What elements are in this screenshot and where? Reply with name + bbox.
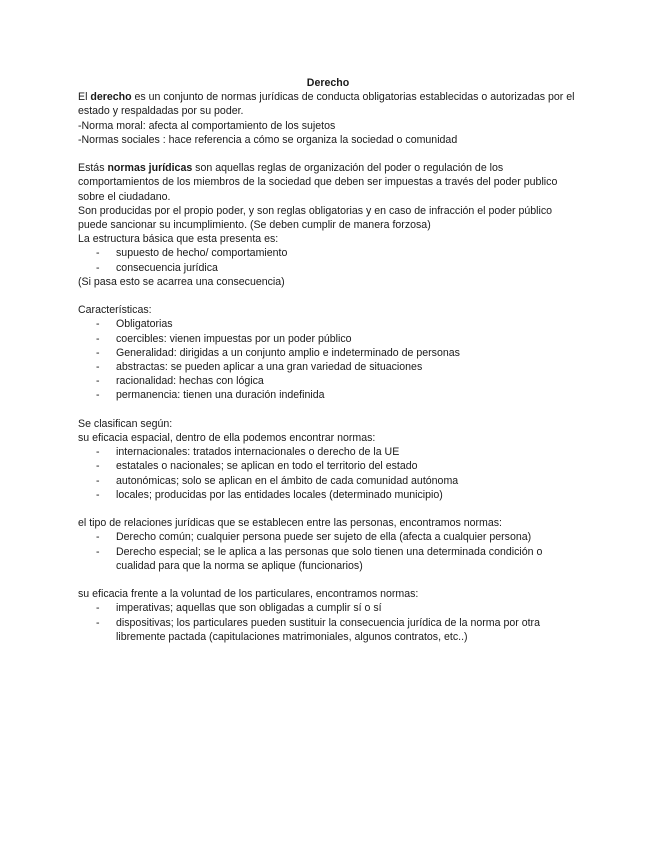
voluntad-list bbox=[78, 601, 578, 644]
produced-paragraph: Son producidas por el propio poder, y son reglas obligatorias y en caso de infracción el poder público puede sancionar su incumplimiento. (Se deben cumplir de manera forzosa) bbox=[78, 204, 553, 231]
normas-pre: Estás bbox=[78, 162, 108, 175]
spacer bbox=[78, 147, 578, 161]
intro-bold-term: derecho bbox=[90, 91, 132, 104]
espacial-list bbox=[78, 445, 578, 502]
spacer bbox=[78, 502, 578, 516]
list-item: - internacionales: tratados internacionales o derecho de la UE bbox=[96, 446, 400, 459]
relaciones-list bbox=[78, 530, 578, 573]
clasifican-heading: Se clasifican según: bbox=[78, 417, 173, 430]
normas-bold-term: normas jurídicas bbox=[107, 162, 193, 175]
list-item: - permanencia: tienen una duración indefinida bbox=[96, 389, 325, 402]
page-title: Derecho bbox=[306, 77, 350, 89]
spacer bbox=[78, 289, 578, 303]
list-item: - Derecho especial; se le aplica a las personas que solo tienen una determinada condición o cualidad para que la norma se aplique (funcionarios) bbox=[96, 545, 543, 572]
spacer bbox=[78, 403, 578, 417]
list-item: - locales; producidas por las entidades locales (determinado municipio) bbox=[96, 488, 443, 501]
list-item: - coercibles: vienen impuestas por un poder público bbox=[96, 332, 352, 345]
list-item: - consecuencia jurídica bbox=[96, 261, 218, 274]
normas-post: son aquellas reglas de organización del poder o regulación de los comportamientos de los miembros de la sociedad que deben ser impuestas a través del poder publico sobre el ciudadano. bbox=[78, 162, 558, 203]
normas-sociales-line: -Normas sociales : hace referencia a cómo se organiza la sociedad o comunidad bbox=[78, 133, 458, 146]
spacer bbox=[78, 573, 578, 587]
voluntad-intro: su eficacia frente a la voluntad de los particulares, encontramos normas: bbox=[78, 588, 419, 601]
list-item: - Obligatorias bbox=[96, 318, 173, 331]
list-item: - Generalidad: dirigidas a un conjunto amplio e indeterminado de personas bbox=[96, 346, 460, 359]
caracteristicas-heading: Características: bbox=[78, 304, 152, 317]
intro-paragraph bbox=[78, 90, 578, 118]
list-item: - autonómicas; solo se aplican en el ámbito de cada comunidad autónoma bbox=[96, 474, 459, 487]
norma-moral-line: -Norma moral: afecta al comportamiento de los sujetos bbox=[78, 119, 336, 132]
structure-list bbox=[78, 246, 578, 274]
list-item: - dispositivas; los particulares pueden sustituir la consecuencia jurídica de la norma por otra libremente pactada (capitulaciones matrimoniales, algunos contratos, etc..) bbox=[96, 616, 540, 643]
structure-note: (Si pasa esto se acarrea una consecuencia) bbox=[78, 275, 285, 288]
list-item: - imperativas; aquellas que son obligadas a cumplir sí o sí bbox=[96, 602, 382, 615]
structure-line: La estructura básica que esta presenta es: bbox=[78, 233, 279, 246]
list-item: - supuesto de hecho/ comportamiento bbox=[96, 247, 288, 260]
intro-post: es un conjunto de normas jurídicas de conducta obligatorias establecidas o autorizadas por el estado y respaldadas por su poder. bbox=[78, 91, 575, 118]
caracteristicas-list bbox=[78, 317, 578, 402]
relaciones-intro: el tipo de relaciones jurídicas que se establecen entre las personas, encontramos normas: bbox=[78, 517, 502, 530]
list-item: - abstractas: se pueden aplicar a una gran variedad de situaciones bbox=[96, 361, 423, 374]
document-body bbox=[78, 76, 578, 644]
list-item: - estatales o nacionales; se aplican en todo el territorio del estado bbox=[96, 460, 418, 473]
list-item: - racionalidad: hechas con lógica bbox=[96, 375, 264, 388]
intro-pre: El bbox=[78, 91, 91, 104]
list-item: - Derecho común; cualquier persona puede ser sujeto de ella (afecta a cualquier persona) bbox=[96, 531, 532, 544]
espacial-intro: su eficacia espacial, dentro de ella podemos encontrar normas: bbox=[78, 432, 376, 445]
normas-paragraph bbox=[78, 161, 578, 204]
